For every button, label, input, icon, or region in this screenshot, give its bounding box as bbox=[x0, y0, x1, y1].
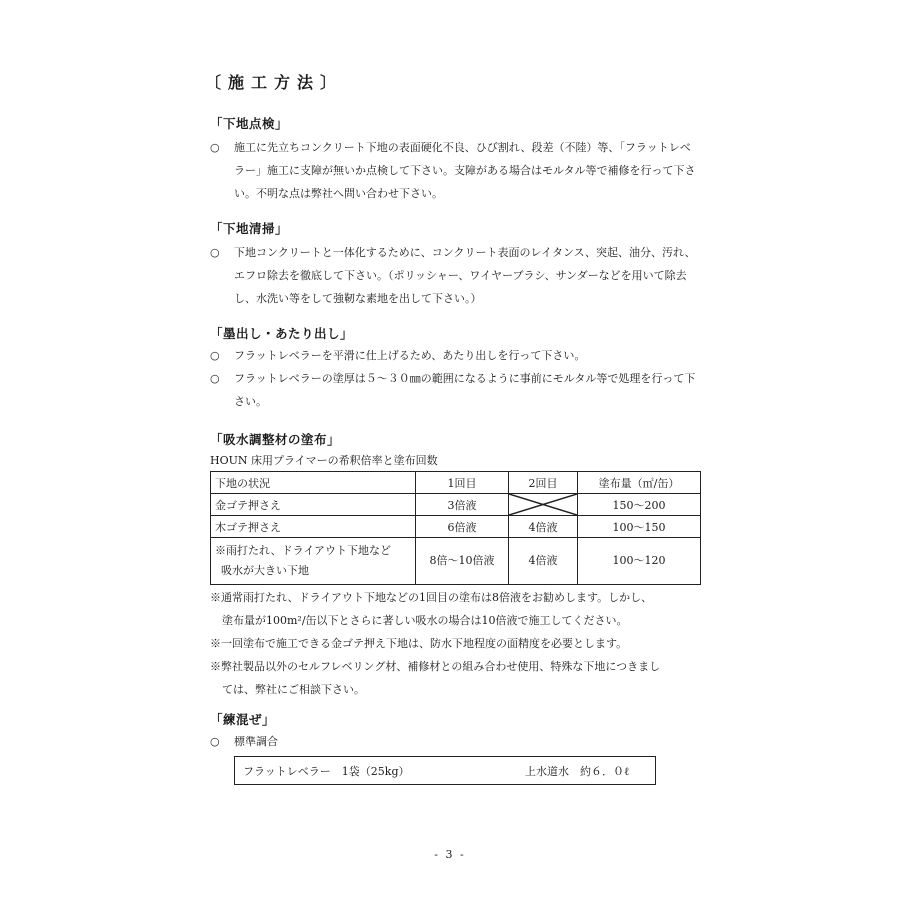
circle-bullet-icon: ○ bbox=[210, 349, 220, 362]
table-cell bbox=[211, 538, 416, 585]
note-line: ※一回塗布で施工できる金ゴテ押え下地は、防水下地程度の面精度を必要とします。 bbox=[210, 637, 628, 650]
table-cell: 3倍液 bbox=[416, 494, 509, 516]
section-primer bbox=[210, 430, 710, 701]
table-cell-line: 吸水が大きい下地 bbox=[221, 564, 309, 577]
list-item bbox=[210, 241, 710, 310]
section-heading: 「下地清掃」 bbox=[210, 221, 289, 236]
mix-ratio-box bbox=[234, 756, 656, 785]
section-heading: 「練混ぜ」 bbox=[210, 712, 276, 727]
note-line: ※弊社製品以外のセルフレベリング材、補修材との組み合わせ使用、特殊な下地につきまし bbox=[210, 660, 661, 673]
section-cleaning bbox=[210, 219, 710, 310]
paragraph-text: フラットレベラーの塗厚は５～３０㎜の範囲になるように事前にモルタル等で処理を行って下さい。 bbox=[234, 372, 696, 408]
circle-bullet-icon: ○ bbox=[210, 246, 220, 259]
mix-label: 標準調合 bbox=[234, 735, 278, 748]
circle-bullet-icon: ○ bbox=[210, 735, 220, 748]
table-caption: HOUN 床用プライマーの希釈倍率と塗布回数 bbox=[210, 454, 438, 467]
section-inspection bbox=[210, 114, 710, 205]
dilution-table bbox=[210, 471, 701, 585]
paragraph-text: 下地コンクリートと一体化するために、コンクリート表面のレイタンス、突起、油分、汚れ、エフロ除去を徹底して下さい。（ポリッシャー、ワイヤーブラシ、サンダーなどを用いて除去し、水洗い等をして強靭な素地を出して下さい。） bbox=[234, 246, 696, 305]
paragraph-text: フラットレベラーを平滑に仕上げるため、あたり出しを行って下さい。 bbox=[234, 349, 586, 362]
section-mixing bbox=[210, 710, 710, 785]
table-row bbox=[211, 538, 701, 585]
note-line: ※通常雨打たれ、ドライアウト下地などの1回目の塗布は8倍液をお勧めします。しかし、 bbox=[210, 591, 653, 604]
section-heading: 「墨出し・あたり出し」 bbox=[210, 326, 354, 341]
note-line: ては、弊社にご相談下さい。 bbox=[222, 683, 365, 696]
section-heading: 「下地点検」 bbox=[210, 116, 289, 131]
crossed-out-cell bbox=[509, 494, 578, 516]
table-cell: 100～150 bbox=[578, 516, 701, 538]
table-cell-line: ※雨打たれ、ドライアウト下地など bbox=[215, 544, 391, 557]
table-header-cell: 2回目 bbox=[509, 472, 578, 494]
table-cell: 4倍液 bbox=[509, 538, 578, 585]
note-line: 塗布量が100m²/缶以下とさらに著しい吸水の場合は10倍液で施工してください。 bbox=[222, 614, 628, 627]
page-number: - 3 - bbox=[434, 848, 466, 861]
list-item bbox=[210, 344, 710, 367]
table-cell: 8倍～10倍液 bbox=[416, 538, 509, 585]
table-header-cell: 塗布量（㎡/缶） bbox=[578, 472, 701, 494]
table-cell: 150～200 bbox=[578, 494, 701, 516]
table-notes bbox=[210, 586, 710, 701]
table-row bbox=[211, 516, 701, 538]
mix-material: フラットレベラー 1袋（25kg） bbox=[243, 765, 410, 778]
list-item bbox=[210, 730, 710, 753]
table-header-cell: 下地の状況 bbox=[211, 472, 416, 494]
circle-bullet-icon: ○ bbox=[210, 141, 220, 154]
list-item bbox=[210, 367, 710, 413]
table-cell: 4倍液 bbox=[509, 516, 578, 538]
list-item bbox=[210, 136, 710, 205]
mix-water: 上水道水 約６．０ℓ bbox=[525, 765, 630, 778]
table-row bbox=[211, 494, 701, 516]
table-cell: 6倍液 bbox=[416, 516, 509, 538]
table-cell: 100～120 bbox=[578, 538, 701, 585]
section-marking bbox=[210, 324, 710, 413]
table-header-row bbox=[211, 472, 701, 494]
table-cell: 金ゴテ押さえ bbox=[211, 494, 416, 516]
table-cell: 木ゴテ押さえ bbox=[211, 516, 416, 538]
section-heading: 「吸水調整材の塗布」 bbox=[210, 432, 341, 447]
paragraph-text: 施工に先立ちコンクリート下地の表面硬化不良、ひび割れ、段差（不陸）等、「フラットレベラー」施工に支障が無いか点検して下さい。支障がある場合はモルタル等で補修を行って下さい。不明な点は弊社へ問い合わせ下さい。 bbox=[234, 141, 696, 200]
table-header-cell: 1回目 bbox=[416, 472, 509, 494]
page-title: 〔施工方法〕 bbox=[205, 73, 344, 92]
circle-bullet-icon: ○ bbox=[210, 372, 220, 385]
cross-out-icon bbox=[509, 494, 577, 515]
